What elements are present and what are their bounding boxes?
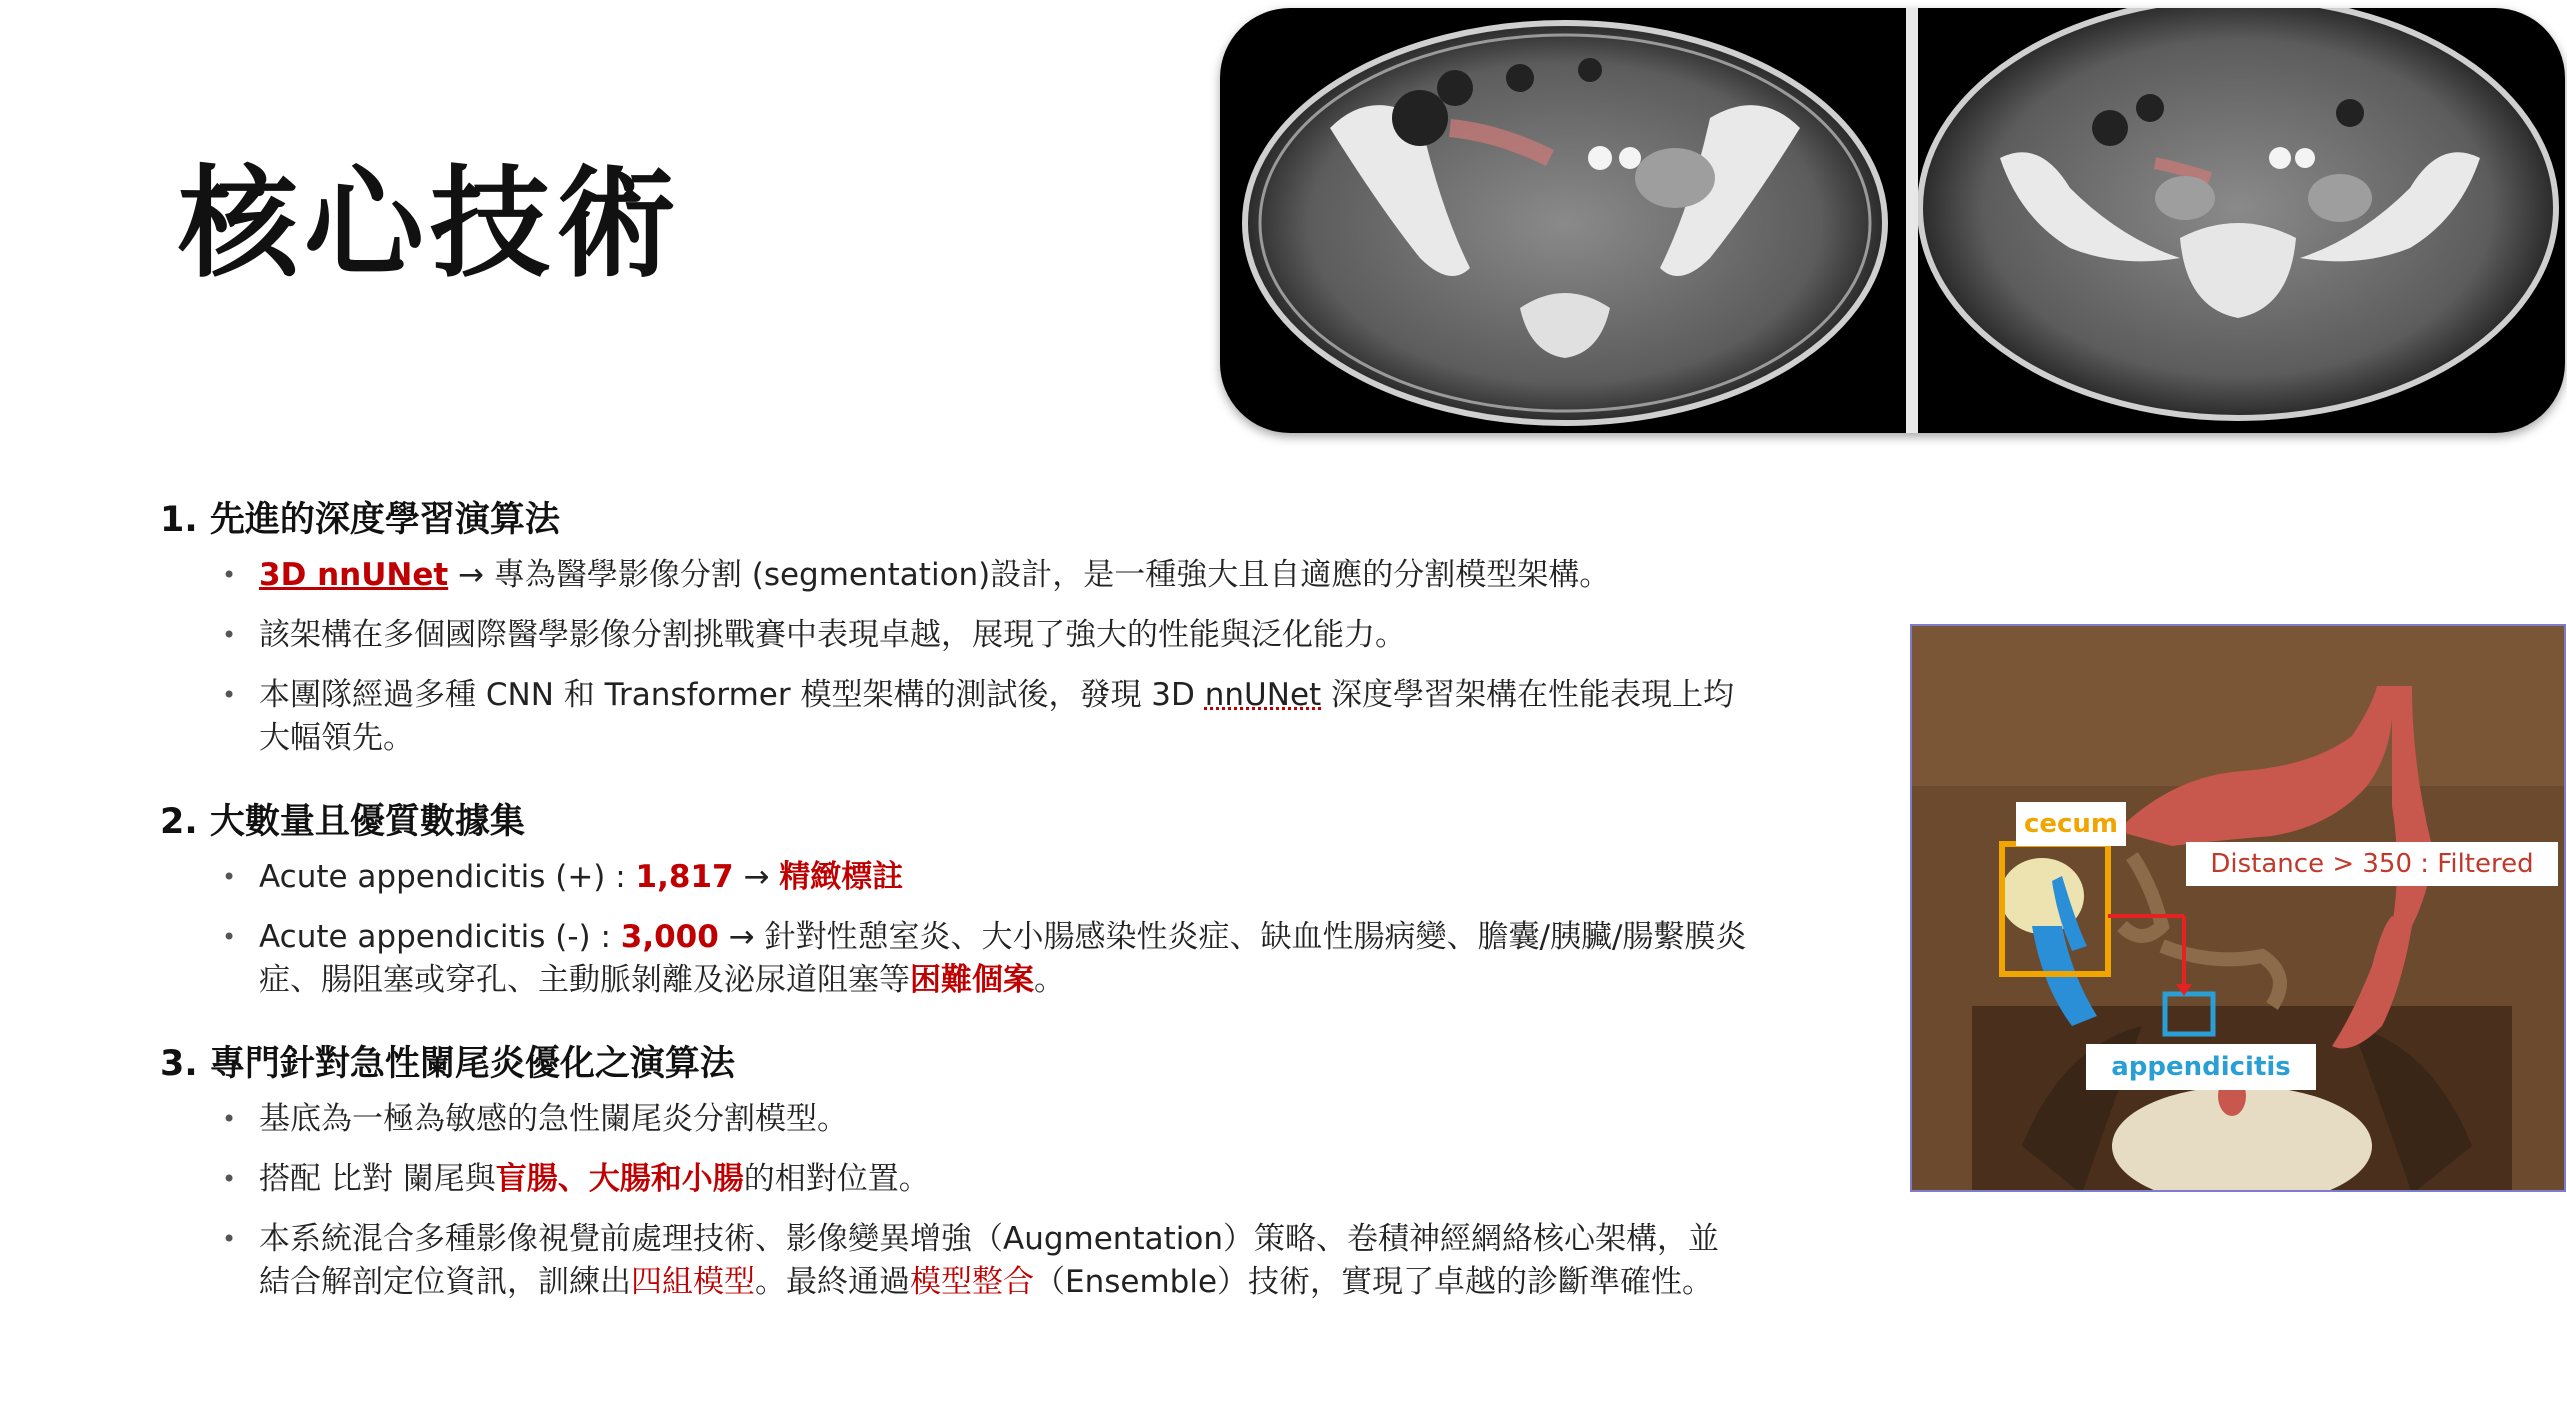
section-heading: 3. 專門針對急性闌尾炎優化之演算法 — [160, 1044, 735, 1084]
bullet-dot: • — [222, 863, 237, 891]
list-item — [160, 916, 1959, 1002]
ct-slice-right — [1920, 8, 2556, 418]
anatomy-render — [1912, 626, 2566, 1192]
section-heading: 1. 先進的深度學習演算法 — [160, 500, 560, 540]
list-item — [160, 1158, 1959, 1201]
highlight-text: 精緻標註 — [779, 859, 904, 895]
bullet-text: 本團隊經過多種 CNN 和 Transformer 模型架構的測試後，發現 3D — [259, 677, 1205, 713]
distance-label: Distance > 350 : Filtered — [2186, 842, 2558, 886]
count-value: 3,000 — [620, 919, 719, 955]
ct-slice-left — [1245, 23, 1885, 423]
bullet-text: 大幅領先。 — [259, 720, 414, 756]
highlight-text: 困難個案 — [910, 962, 1034, 998]
bullet-text: Acute appendicitis (-) : — [259, 919, 621, 955]
bullet-text: 。最終通過 — [755, 1264, 910, 1300]
section-3 — [160, 1040, 1800, 1304]
section-2 — [160, 798, 1800, 1002]
image-divider — [1906, 8, 1918, 433]
bullet-text: 基底為一極為敏感的急性闌尾炎分割模型。 — [259, 1101, 848, 1137]
list-item — [160, 1098, 1959, 1141]
bullet-dot: • — [222, 681, 237, 709]
highlight-text: 四組模型 — [631, 1264, 755, 1300]
highlight-text: 3D nnUNet — [259, 557, 449, 593]
highlight-text: 盲腸、大腸和小腸 — [495, 1161, 744, 1197]
bullet-text: nnUNet — [1204, 677, 1322, 713]
ct-scan-image-panel — [1220, 8, 2565, 433]
bullet-dot: • — [222, 621, 237, 649]
list-item — [160, 614, 1959, 657]
anatomy-3d-figure — [1910, 624, 2566, 1192]
bullet-text: 本系統混合多種影像視覺前處理技術、影像變異增強（Augmentation）策略、卷積神經網絡核心架構，並 — [259, 1221, 1719, 1257]
bullet-dot: • — [222, 561, 237, 589]
list-item — [160, 674, 1959, 760]
bullet-text: → — [733, 859, 780, 895]
list-item — [160, 1218, 1959, 1304]
highlight-text: 模型整合 — [910, 1264, 1034, 1300]
appendicitis-label: appendicitis — [2086, 1044, 2316, 1090]
bullet-text: Acute appendicitis (+) : — [259, 859, 636, 895]
bullet-dot: • — [222, 923, 237, 951]
bullet-text: （Ensemble）技術，實現了卓越的診斷準確性。 — [1034, 1264, 1714, 1300]
bullet-dot: • — [222, 1165, 237, 1193]
bullet-text: → 專為醫學影像分割 (segmentation)設計，是一種強大且自適應的分割模型架構。 — [448, 557, 1611, 593]
page-title: 核心技術 — [178, 155, 682, 294]
bullet-text: 症、腸阻塞或穿孔、主動脈剝離及泌尿道阻塞等 — [259, 962, 910, 998]
list-item — [160, 554, 1959, 597]
bullet-dot: • — [222, 1225, 237, 1253]
bullet-text: 結合解剖定位資訊，訓練出 — [259, 1264, 631, 1300]
bullet-text: → 針對性憩室炎、大小腸感染性炎症、缺血性腸病變、膽囊/胰臟/腸繫膜炎 — [718, 919, 1747, 955]
section-heading: 2. 大數量且優質數據集 — [160, 802, 525, 842]
bullet-text: 該架構在多個國際醫學影像分割挑戰賽中表現卓越，展現了強大的性能與泛化能力。 — [259, 617, 1406, 653]
bullet-text: 的相對位置。 — [743, 1161, 930, 1197]
bullet-dot: • — [222, 1105, 237, 1133]
bullet-text: 搭配 比對 闌尾與 — [259, 1161, 496, 1197]
list-item — [160, 856, 1959, 899]
cecum-label: cecum — [2016, 802, 2126, 846]
content-sections — [160, 496, 1800, 1342]
bullet-text: 深度學習架構在性能表現上均 — [1321, 677, 1735, 713]
ct-scan-images — [1220, 8, 2565, 433]
count-value: 1,817 — [635, 859, 734, 895]
bullet-text: 。 — [1034, 962, 1065, 998]
section-1 — [160, 496, 1800, 760]
